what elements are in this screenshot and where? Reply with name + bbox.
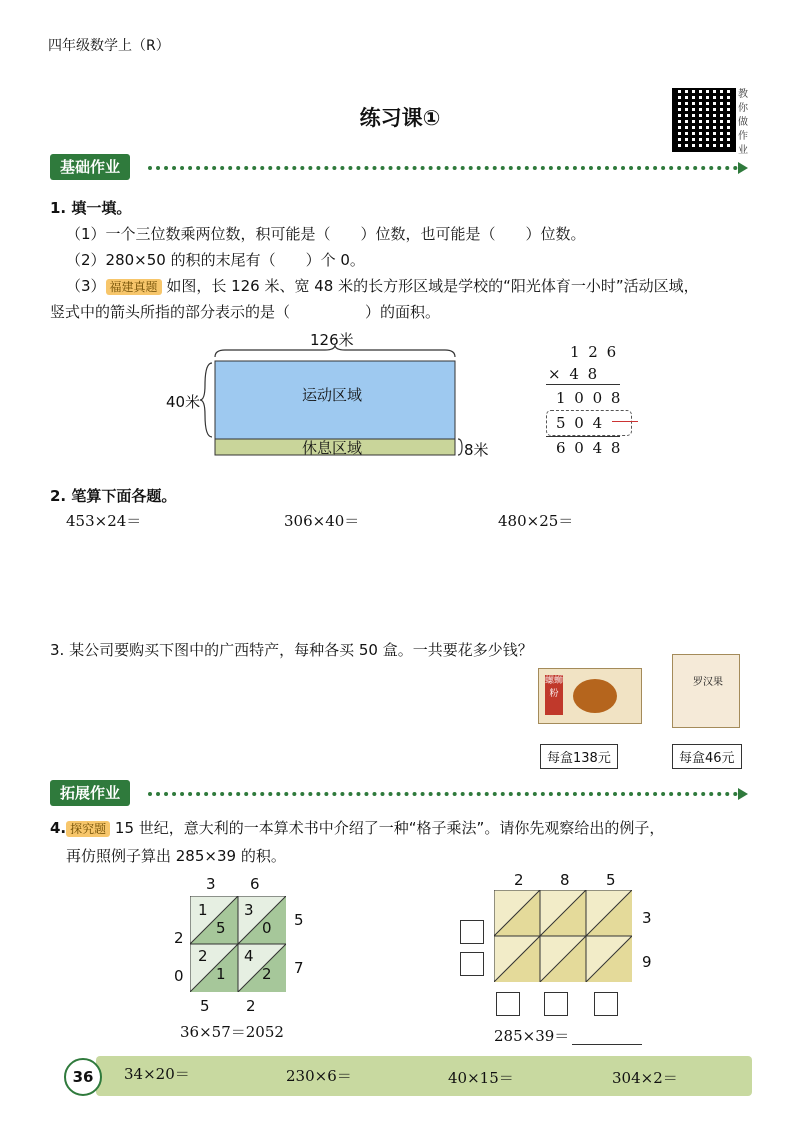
q1-part3 — [66, 276, 786, 297]
product2-price: 每盒46元 — [672, 744, 742, 769]
ex-equation: 36×57＝2052 — [180, 1023, 284, 1041]
width-label: 40米 — [166, 393, 201, 411]
q4-text-1: 15 世纪，意大利的一本算术书中介绍了一种“格子乘法”。请你先观察给出的例子， — [110, 819, 665, 837]
qr-caption: 教你做作业 — [738, 89, 748, 156]
q2-item-1: 453×24＝ — [66, 512, 142, 530]
answer-box[interactable] — [460, 920, 484, 944]
footer-item-2: 230×6＝ — [286, 1067, 352, 1085]
ex-right-1: 5 — [294, 911, 304, 929]
sport-area-label: 运动区域 — [302, 386, 363, 404]
product-box-snail-noodles — [538, 668, 642, 724]
ex-cell-2: 5 — [216, 919, 226, 937]
exr-right-2: 9 — [642, 953, 652, 971]
footer-item-4: 304×2＝ — [612, 1069, 678, 1087]
ex-cell-5: 2 — [198, 947, 208, 965]
answer-box[interactable] — [496, 992, 520, 1016]
exr-top-2: 8 — [560, 871, 570, 889]
calc-line-3: 1 0 0 8 — [556, 389, 623, 407]
ex-left-2: 0 — [174, 967, 184, 985]
q1-part1: （1）一个三位数乘两位数，积可能是（ ）位数，也可能是（ ）位数。 — [66, 225, 586, 243]
page-number: 36 — [64, 1058, 102, 1096]
ex-left-1: 2 — [174, 929, 184, 947]
product1-price: 每盒138元 — [540, 744, 618, 769]
noodle-bowl-icon — [573, 679, 617, 713]
ex-right-2: 7 — [294, 959, 304, 977]
q4-text — [50, 818, 780, 839]
product-bag-luohanguo — [672, 654, 740, 728]
calc-rule — [546, 384, 620, 385]
rest-height-label: 8米 — [464, 441, 489, 459]
answer-box[interactable] — [594, 992, 618, 1016]
ex-cell-6: 1 — [216, 965, 226, 983]
answer-line[interactable] — [572, 1044, 642, 1045]
q1-heading: 1. 填一填。 — [50, 199, 132, 217]
ex-bottom-1: 5 — [200, 997, 210, 1015]
q3-heading: 3. 某公司要购买下图中的广西特产，每种各买 50 盒。一共要花多少钱？ — [50, 641, 533, 659]
q1-part2: （2）280×50 的积的末尾有（ ）个 0。 — [66, 251, 365, 269]
exr-equation: 285×39＝ — [494, 1027, 570, 1045]
rest-area-label: 休息区域 — [302, 439, 363, 457]
divider-arrow-icon — [738, 788, 748, 800]
section-divider — [148, 792, 738, 796]
q2-item-2: 306×40＝ — [284, 512, 360, 530]
page-title: 练习课① — [359, 106, 441, 130]
q2-heading: 2. 笔算下面各题。 — [50, 487, 177, 505]
ex-top-1: 3 — [206, 875, 216, 893]
length-label: 126米 — [310, 331, 354, 349]
product2-name: 罗汉果 — [693, 677, 723, 688]
ex-cell-3: 3 — [244, 901, 254, 919]
calc-rule — [546, 436, 620, 437]
q4-number: 4. — [50, 819, 67, 837]
exr-top-1: 2 — [514, 871, 524, 889]
pointer-arrow-icon — [612, 421, 638, 422]
calc-line-2: × 4 8 — [548, 365, 600, 383]
qr-code[interactable] — [672, 88, 736, 152]
calc-line-1: 1 2 6 — [570, 343, 619, 361]
q1-part3-prefix: （3） — [66, 277, 106, 295]
calc-line-4: 5 0 4 — [556, 414, 605, 432]
exr-top-3: 5 — [606, 871, 616, 889]
ex-cell-7: 4 — [244, 947, 254, 965]
exercise-lattice-grid — [494, 890, 632, 982]
answer-box[interactable] — [544, 992, 568, 1016]
exr-right-1: 3 — [642, 909, 652, 927]
source-tag: 福建真题 — [106, 279, 162, 295]
q2-item-3: 480×25＝ — [498, 512, 574, 530]
explore-tag: 探究题 — [66, 821, 110, 837]
grade-label: 四年级数学上（R） — [48, 38, 170, 54]
ex-cell-4: 0 — [262, 919, 272, 937]
footer-item-1: 34×20＝ — [124, 1065, 190, 1083]
q1-part3-text: 如图，长 126 米、宽 48 米的长方形区域是学校的“阳光体育一小时”活动区域， — [161, 277, 699, 295]
ex-bottom-2: 2 — [246, 997, 256, 1015]
divider-arrow-icon — [738, 162, 748, 174]
q1-part3-line2: 竖式中的箭头所指的部分表示的是（ ）的面积。 — [50, 303, 441, 321]
answer-box[interactable] — [460, 952, 484, 976]
section-extended-label: 拓展作业 — [50, 780, 130, 806]
section-divider — [148, 166, 738, 170]
product1-name: 螺蛳粉 — [545, 675, 563, 715]
ex-cell-1: 1 — [198, 901, 208, 919]
section-basic-label: 基础作业 — [50, 154, 130, 180]
ex-cell-8: 2 — [262, 965, 272, 983]
calc-line-5: 6 0 4 8 — [556, 439, 623, 457]
q4-text-2: 再仿照例子算出 285×39 的积。 — [66, 847, 286, 865]
footer-item-3: 40×15＝ — [448, 1069, 514, 1087]
ex-top-2: 6 — [250, 875, 260, 893]
